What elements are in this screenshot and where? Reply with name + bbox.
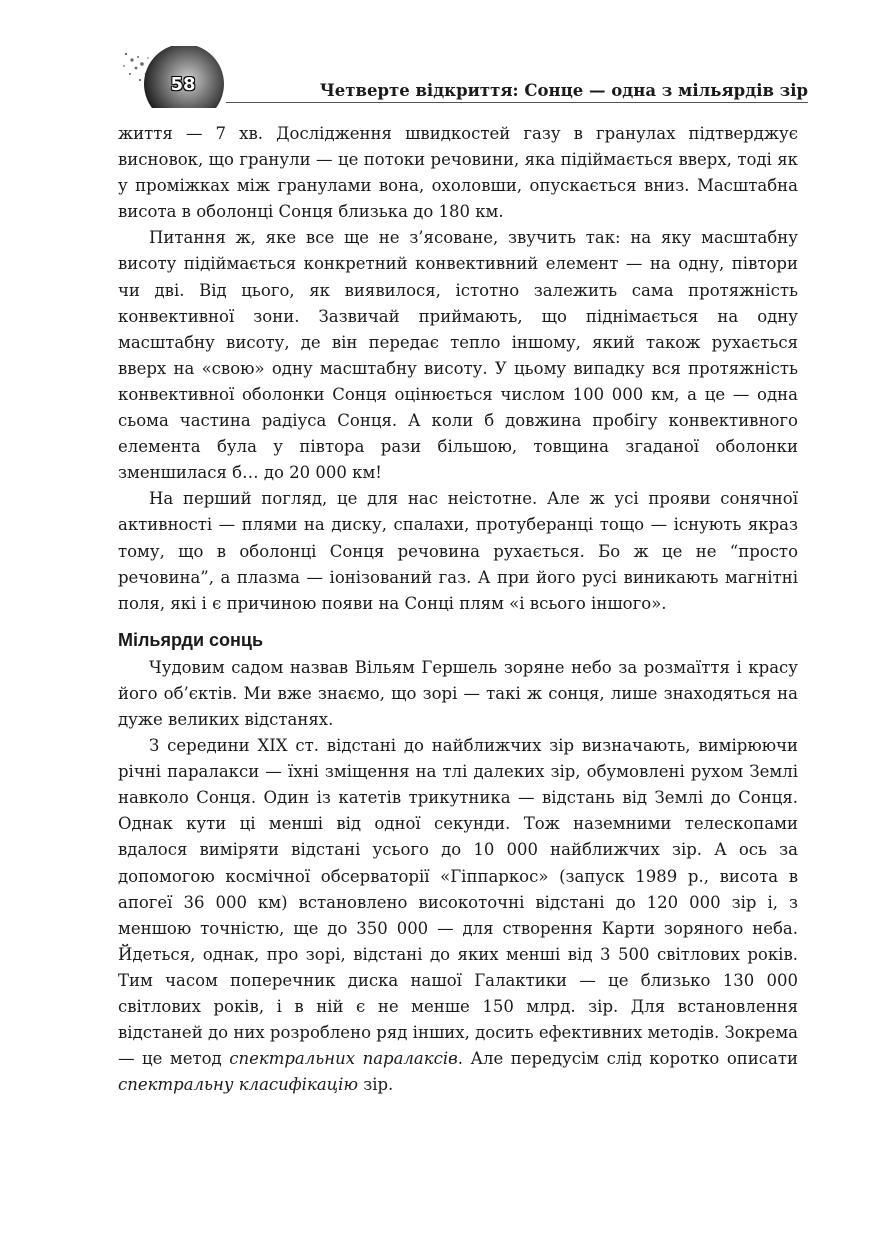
paragraph-text: З середини XIX ст. відстані до найближчих зір визначають, вимірюючи річні паралакси — їхні зміщення на тлі далеких зір, обумовлені рухом Землі навколо Сонця. Один із катетів трикутника — відстань від Землі до Сонця. Однак кути ці менші від одної секунди. Тож наземними телескопами вдалося виміряти відстані усього до 10 000 найближчих зір. А ось за допомогою космічної обсерваторії «Гіппаркос» (запуск 1989 р., висота в апогеї 36 000 км) встановлено високоточні відстані до 120 000 зір і, з меншою точністю, ще до 350 000 — для створення Карти зоряного неба. Йдеться, однак, про зорі, відстані до яких менші від 3 500 світлових років. Тим часом поперечник диска нашої Галактики — це близько 130 000 світлових років, і в ній є не менше 150 млрд. зір. Для встановлення відстаней до них розроблено ряд інших, досить ефективних методів. Зокрема — це метод bbox=[118, 736, 798, 1069]
emphasis-term: спектральних паралаксів bbox=[229, 1049, 458, 1069]
page-number: 58 bbox=[170, 74, 196, 95]
paragraph: На перший погляд, це для нас неістотне. Але ж усі прояви сонячної активності — плями на диску, спалахи, протуберанці тощо — існують якраз тому, що в оболонці Сонця речовина рухається. Бо ж це не “просто речовина”, а плазма — іонізований газ. А при його русі виникають магнітні поля, які і є причиною появи на Сонці плям «і всього іншого». bbox=[118, 489, 798, 613]
page-body bbox=[118, 121, 798, 1098]
emphasis-term: спектральну класифікацію bbox=[118, 1075, 358, 1095]
section-heading: Мільярди сонць bbox=[118, 629, 264, 650]
page-header bbox=[118, 46, 808, 108]
paragraph-continuation: життя — 7 хв. Дослідження швидкостей газу в гранулах підтверджує висновок, що гранули — це потоки речовини, яка підіймається вверх, тоді як у проміжках між гранулами вона, охоловши, опускається вниз. Масштабна висота в оболонці Сонця близька до 180 км. bbox=[118, 124, 798, 222]
paragraph-text: . Але передусім слід коротко описати bbox=[457, 1049, 798, 1069]
paragraph: Питання ж, яке все ще не з’ясоване, звучить так: на яку масштабну висоту підіймається конкретний конвективний елемент — на одну, півтори чи дві. Від цього, як виявилося, істотно залежить сама протяжність конвективної зони. Зазвичай приймають, що піднімається на одну масштабну висоту, де він передає тепло іншому, який також рухається вверх на «свою» одну масштабну висоту. У цьому випадку вся протяжність конвективної оболонки Сонця оцінюється числом 100 000 км, а це — одна сьома частина радіуса Сонця. А коли б довжина пробігу конвективного елемента була у півтора рази більшою, товщина згаданої оболонки зменшилася б… до 20 000 км! bbox=[118, 228, 798, 483]
paragraph bbox=[118, 733, 798, 1098]
paragraph: Чудовим садом назвав Вільям Гершель зоряне небо за розмаїття і красу його об’єктів. Ми вже знаємо, що зорі — такі ж сонця, лише знаходяться на дуже великих відстанях. bbox=[118, 657, 798, 729]
paragraph-text: зір. bbox=[357, 1075, 394, 1095]
running-title: Четверте відкриття: Сонце — одна з мільярдів зір bbox=[319, 81, 808, 100]
header-rule bbox=[226, 102, 808, 103]
